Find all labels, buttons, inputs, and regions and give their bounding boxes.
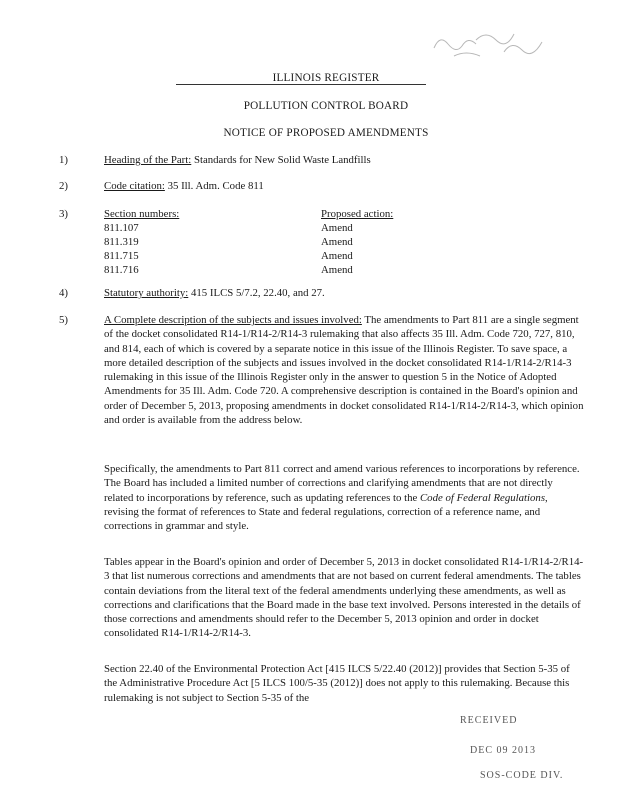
item-label: Code citation: bbox=[104, 180, 165, 192]
section-number: 811.319 bbox=[104, 236, 139, 248]
item-number: 2) bbox=[59, 180, 68, 192]
paragraph-text: Tables appear in the Board's opinion and order of December 5, 2013 in docket consolidated R14-1/R14-2/R14-3 that list numerous corrections and amendments that are not based on current federal amendments. The tables contain deviations from the literal text of the federal amendments underlying these amendments, as well as corrections and clarifications that the Board made in the base text involved. Persons interested in the details of those corrections and amendments should refer to the December 5, 2013 opinion and order in docket consolidated R14-1/R14-2/R14-3. bbox=[104, 556, 584, 640]
proposed-action: Amend bbox=[321, 250, 353, 262]
proposed-action: Amend bbox=[321, 264, 353, 276]
board-title: POLLUTION CONTROL BOARD bbox=[243, 100, 409, 112]
header-rule bbox=[176, 84, 426, 85]
paragraph-1 bbox=[104, 313, 584, 427]
item-label: A Complete description of the subjects and issues involved: bbox=[104, 314, 362, 326]
proposed-action: Amend bbox=[321, 236, 353, 248]
received-stamp: RECEIVED bbox=[460, 715, 518, 726]
section-number: 811.715 bbox=[104, 250, 139, 262]
actions-column bbox=[321, 207, 481, 277]
paragraph-italic: Code of Federal Regulations bbox=[419, 491, 546, 504]
item-label: Heading of the Part: bbox=[104, 154, 192, 166]
paragraph-2 bbox=[104, 462, 584, 533]
column-header: Proposed action: bbox=[321, 208, 394, 220]
item-number: 4) bbox=[59, 287, 68, 299]
item-number: 1) bbox=[59, 154, 68, 166]
item-value: 35 Ill. Adm. Code 811 bbox=[167, 180, 264, 192]
paragraph-text: Specifically, the amendments to Part 811 correct and amend various references to incorporations by reference. The Board has included a limited number of corrections and clarifying amendments that are not directly related to incorporations by reference, such as updating references to the bbox=[104, 463, 580, 504]
item-number: 5) bbox=[59, 314, 68, 326]
paragraph-text: The amendments to Part 811 are a single segment of the docket consolidated R14-1/R14-2/R14-3 rulemaking that also affects 35 Ill. Adm. Code 720, 727, 810, and 814, each of which is covered by a separate notice in this issue of the Illinois Register. To save space, a more detailed description of the subjects and issues involved in the docket consolidated R14-1/R14-2/R14-3 rulemaking in this issue of the Illinois Register only in the answer to question 5 in the Notice of Adopted Amendments for 35 Ill. Adm. Code 720. A comprehensive description is contained in the Board's opinion and order of December 5, 2013, proposing amendments in docket consolidated R14-1/R14-2/R14-3, which opinion and order is available from the address below. bbox=[104, 314, 584, 427]
item-value: 415 ILCS 5/7.2, 22.40, and 27. bbox=[190, 287, 325, 299]
section-number: 811.107 bbox=[104, 222, 139, 234]
item-value: Standards for New Solid Waste Landfills bbox=[193, 154, 371, 166]
proposed-action: Amend bbox=[321, 222, 353, 234]
register-title: ILLINOIS REGISTER bbox=[272, 72, 380, 84]
paragraph-3 bbox=[104, 555, 584, 641]
paragraph-text: , revising the format of references to State and federal regulations, correction of a reference name, and corrections in grammar and style. bbox=[104, 491, 548, 533]
paragraph-text: Section 22.40 of the Environmental Protection Act [415 ILCS 5/22.40 (2012)] provides that Section 5-35 of the Administrative Procedure Act [5 ILCS 100/5-35 (2012)] does not apply to this rulemaking. Because this rulemaking is not subject to Section 5-35 of the bbox=[104, 663, 570, 704]
sections-column bbox=[104, 207, 264, 277]
paragraph-4 bbox=[104, 662, 584, 705]
sos-code-stamp: SOS-CODE DIV. bbox=[480, 770, 564, 781]
notice-title: NOTICE OF PROPOSED AMENDMENTS bbox=[223, 127, 429, 139]
received-date-stamp: DEC 09 2013 bbox=[470, 745, 536, 756]
item-label: Statutory authority: bbox=[104, 287, 189, 299]
item-number: 3) bbox=[59, 208, 68, 220]
received-stamp-mark bbox=[424, 18, 554, 66]
section-number: 811.716 bbox=[104, 264, 139, 276]
column-header: Section numbers: bbox=[104, 208, 180, 220]
